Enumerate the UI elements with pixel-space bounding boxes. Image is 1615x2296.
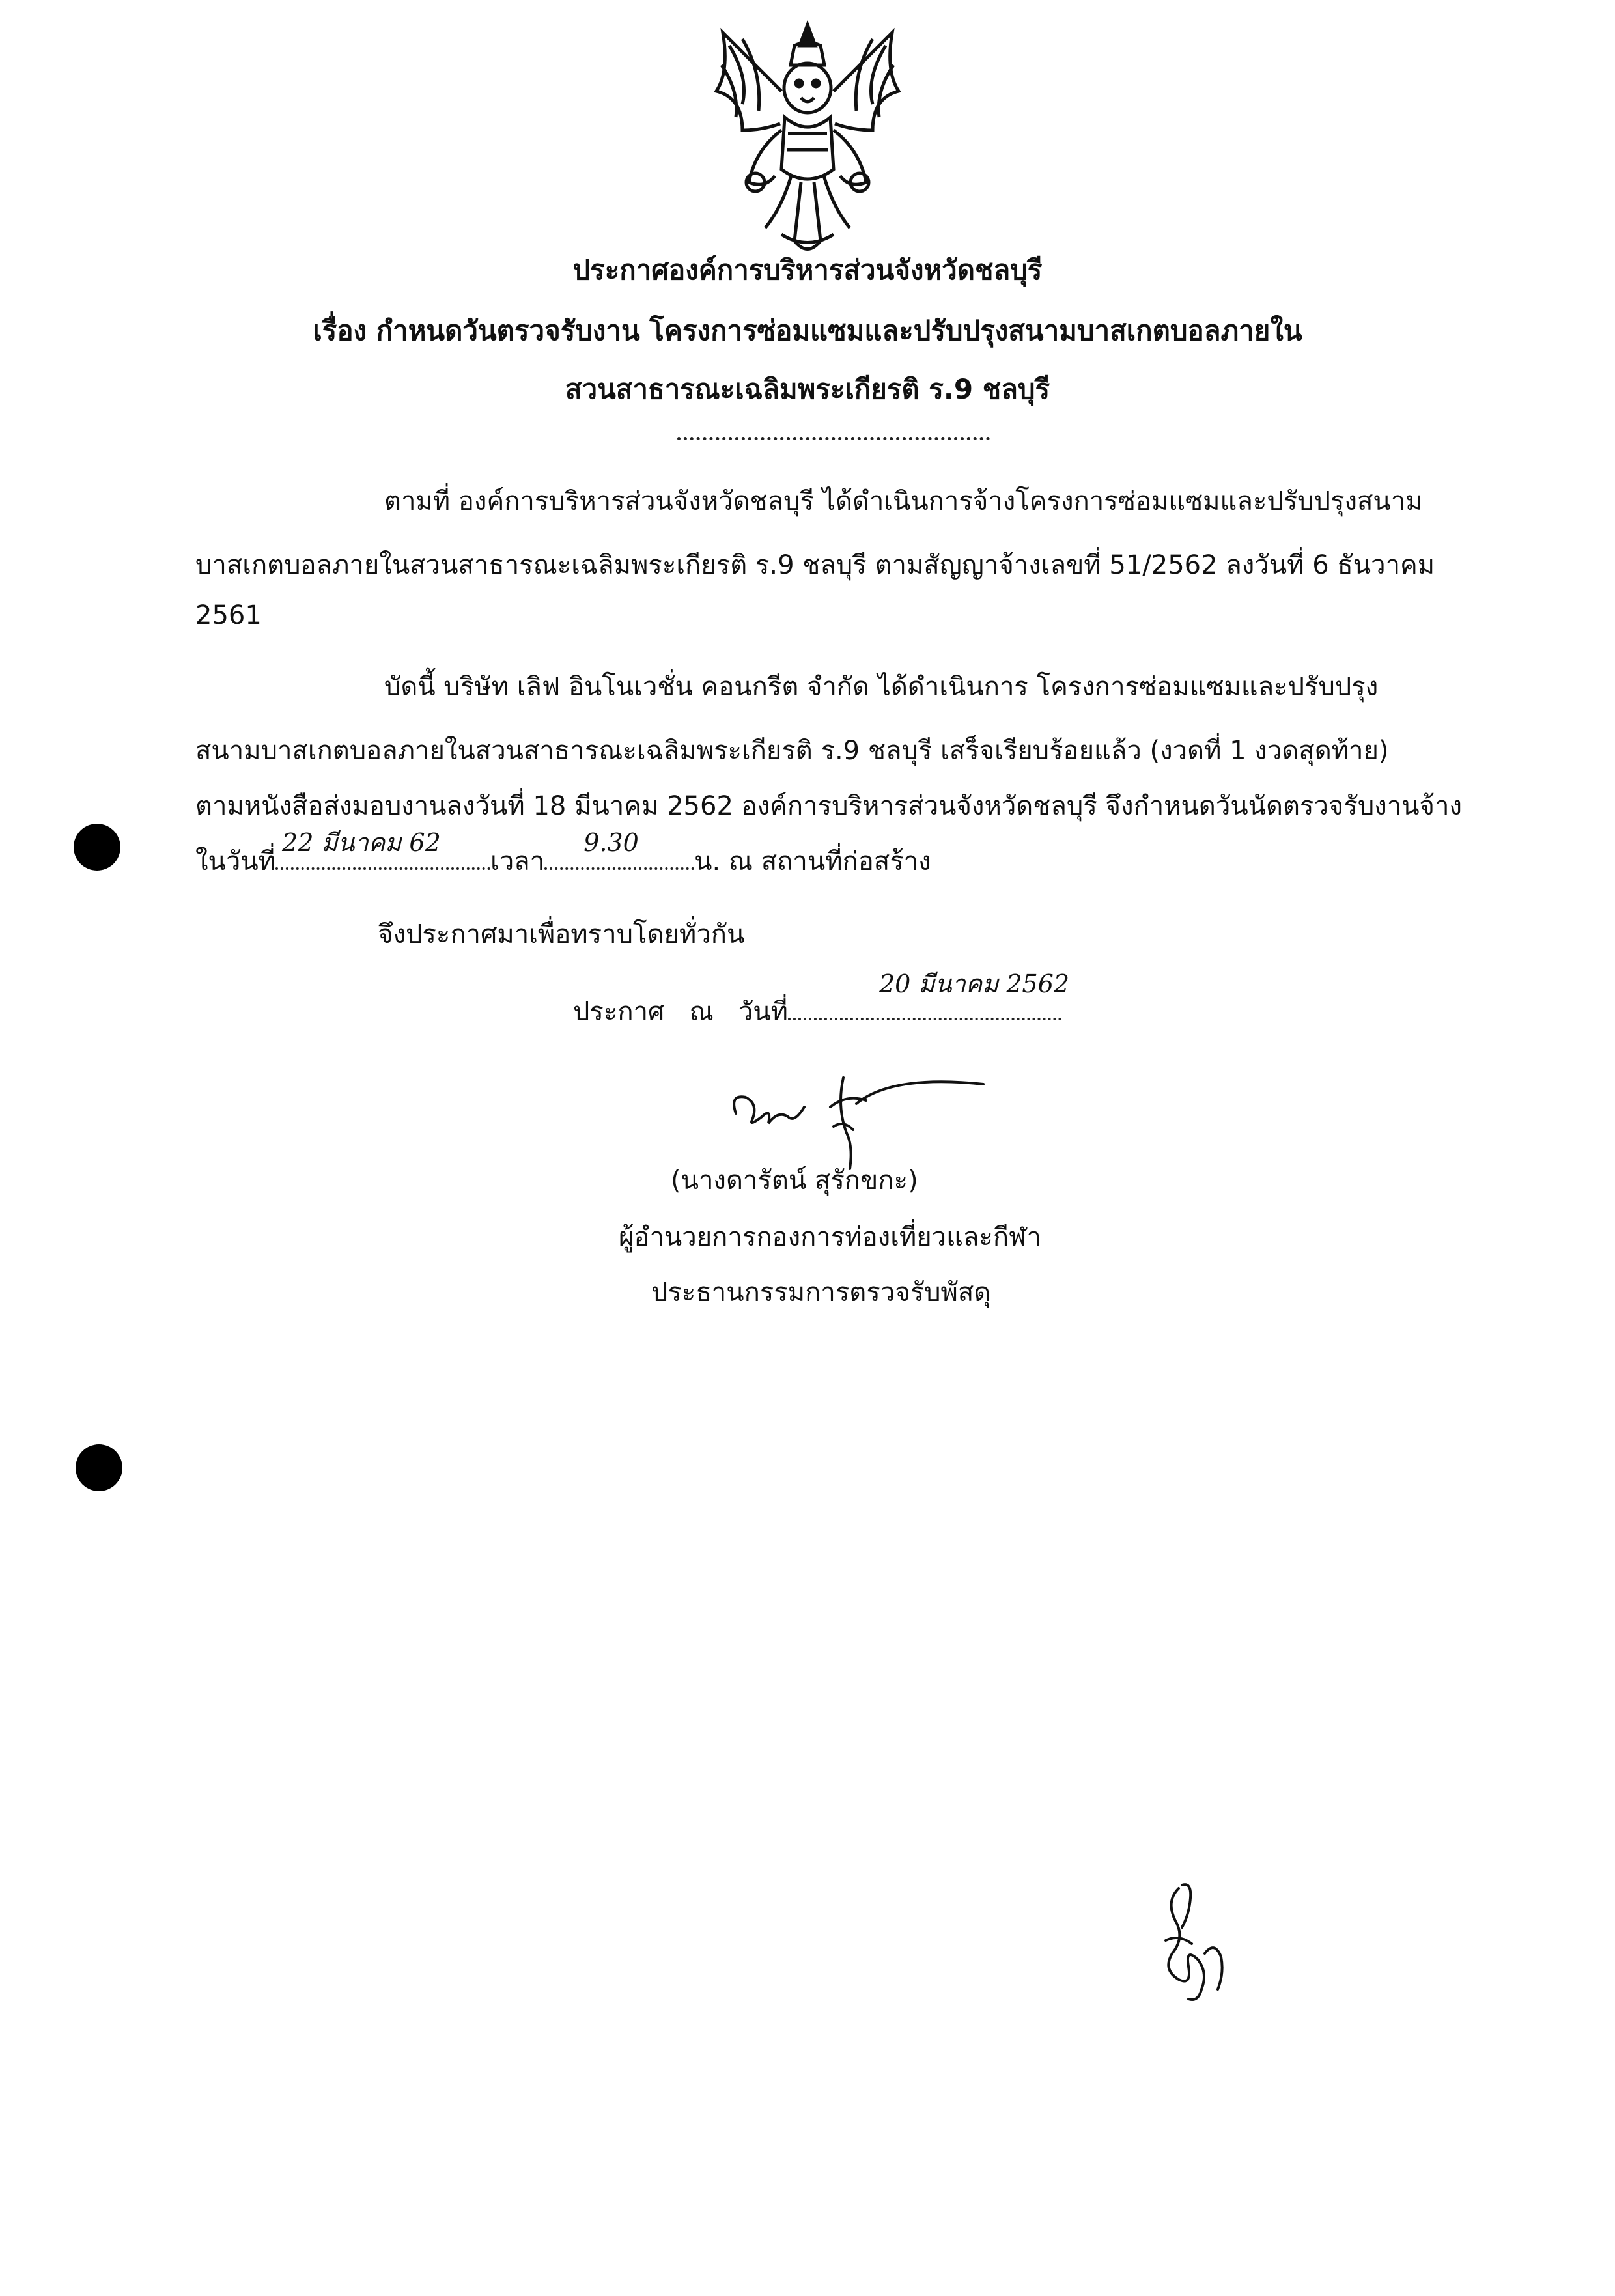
initials-drawing [1153,1875,1237,2012]
punch-hole [76,1444,122,1491]
signature-drawing [723,1055,996,1172]
signer-role: ประธานกรรมการตรวจรับพัสดุ [651,1278,991,1308]
announce-date-fill [788,970,1070,1020]
handwritten-announce-date: 20 มีนาคม 2562 [879,970,1070,998]
header-title: ประกาศองค์การบริหารส่วนจังหวัดชลบุรี [572,254,1043,286]
date-label: ในวันที่ [195,847,276,876]
signer-name: (นางดารัตน์ สุรักขกะ) [671,1166,918,1196]
para2-line4 [195,828,931,881]
date-fill-line [275,828,490,870]
handwritten-date: 22 มีนาคม 62 [282,828,441,857]
para1-line2: บาสเกตบอลภายในสวนสาธารณะเฉลิมพระเกียรติ ร.9 ชลบุรี ตามสัญญาจ้างเลขที่ 51/2562 ลงวันที่ 6 ธันวาคม [195,550,1435,580]
location-text: น. ณ สถานที่ก่อสร้าง [694,847,931,876]
announce-date-line [573,970,1070,1031]
para3: จึงประกาศมาเพื่อทราบโดยทั่วกัน [378,919,745,949]
para2-line1: บัดนี้ บริษัท เลิฟ อินโนเวชั่น คอนกรีต จำกัด ได้ดำเนินการ โครงการซ่อมแซมและปรับปรุง [384,672,1379,702]
para2-line2: สนามบาสเกตบอลภายในสวนสาธารณะเฉลิมพระเกียรติ ร.9 ชลบุรี เสร็จเรียบร้อยแล้ว (งวดที่ 1 งวดสุดท้าย) [195,736,1389,766]
time-label: เวลา [490,847,545,876]
announce-label: ประกาศ ณ วันที่ [573,997,788,1027]
signer-position: ผู้อำนวยการกองการท่องเที่ยวและกีฬา [619,1222,1041,1252]
dotted-separator [677,433,990,440]
handwritten-time: 9.30 [583,828,639,857]
time-fill-line [544,828,694,870]
para1-line1: ตามที่ องค์การบริหารส่วนจังหวัดชลบุรี ได้ดำเนินการจ้างโครงการซ่อมแซมและปรับปรุงสนาม [384,486,1423,516]
para2-line3: ตามหนังสือส่งมอบงานลงวันที่ 18 มีนาคม 2562 องค์การบริหารส่วนจังหวัดชลบุรี จึงกำหนดวันนัดตรวจรับงานจ้าง [195,791,1462,821]
header-subject-cont: สวนสาธารณะเฉลิมพระเกียรติ ร.9 ชลบุรี [565,373,1050,405]
punch-hole [74,824,120,871]
para1-line3: 2561 [195,600,262,630]
garuda-emblem-icon [703,20,912,260]
header-subject: เรื่อง กำหนดวันตรวจรับงาน โครงการซ่อมแซมและปรับปรุงสนามบาสเกตบอลภายใน [313,315,1302,346]
